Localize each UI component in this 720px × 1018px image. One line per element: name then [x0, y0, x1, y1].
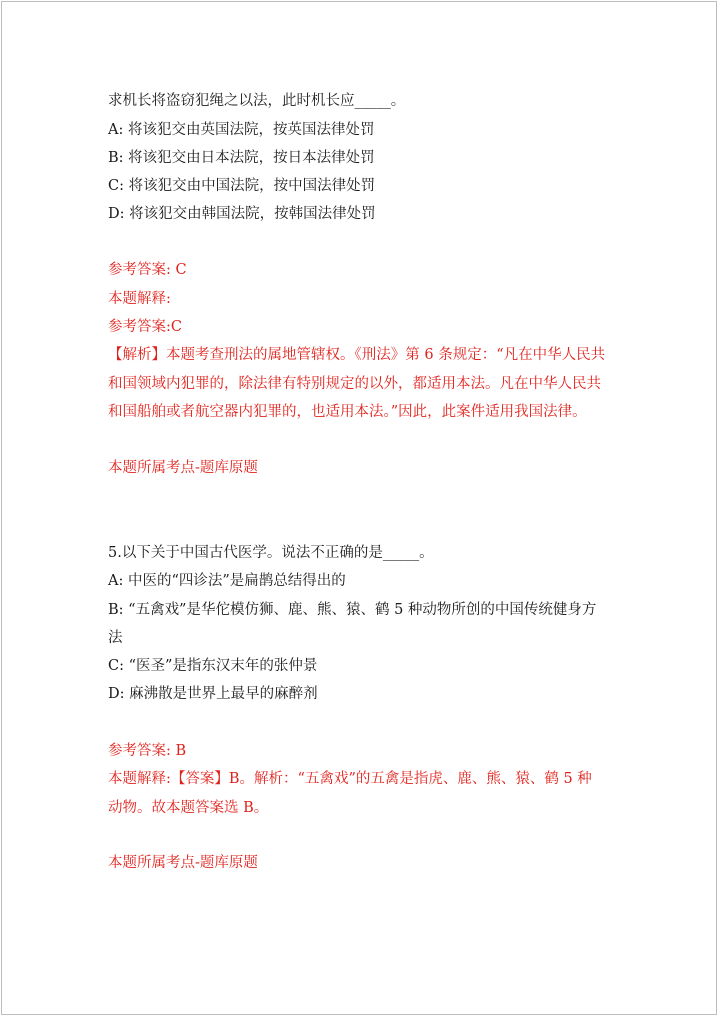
topic-label: 本题所属考点-题库原题 — [108, 460, 258, 476]
option-a: A: 中医的“四诊法”是扁鹊总结得出的 — [108, 573, 346, 589]
topic-label: 本题所属考点-题库原题 — [108, 855, 258, 871]
option-c: C: “医圣”是指东汉末年的张仲景 — [108, 658, 318, 674]
reference-answer: 参考答案: C — [108, 262, 187, 278]
question-stem: 5.以下关于中国古代医学。说法不正确的是_____。 — [108, 545, 434, 561]
option-b: B: 将该犯交由日本法院，按日本法律处罚 — [108, 150, 375, 166]
reference-answer: 参考答案: B — [108, 743, 187, 759]
option-a: A: 将该犯交由英国法院，按英国法律处罚 — [108, 122, 375, 138]
question-stem: 求机长将盗窃犯绳之以法，此时机长应_____。 — [108, 93, 406, 109]
option-b: B: “五禽戏”是华佗模仿狮、鹿、熊、猿、鹤 5 种动物所创的中国传统健身方 — [108, 602, 597, 618]
explanation-line: 本题解释:【答案】B。解析：“五禽戏”的五禽是指虎、鹿、熊、猿、鹤 5 种 — [108, 771, 592, 787]
option-c: C: 将该犯交由中国法院，按中国法律处罚 — [108, 178, 376, 194]
option-d: D: 麻沸散是世界上最早的麻醉剂 — [108, 686, 318, 702]
analysis-line: 和国船舶或者航空器内犯罪的，也适用本法。”因此，此案件适用我国法律。 — [108, 404, 587, 420]
option-d: D: 将该犯交由韩国法院，按韩国法律处罚 — [108, 206, 376, 222]
option-b-continued: 法 — [108, 630, 123, 646]
analysis-line: 【解析】本题考查刑法的属地管辖权。《刑法》第 6 条规定：“凡在中华人民共 — [108, 347, 606, 363]
explanation-label: 本题解释: — [108, 291, 171, 307]
explanation-line: 动物。故本题答案选 B。 — [108, 800, 269, 816]
reference-answer-repeat: 参考答案:C — [108, 319, 182, 335]
analysis-line: 和国领域内犯罪的，除法律有特别规定的以外，都适用本法。凡在中华人民共 — [108, 376, 601, 392]
